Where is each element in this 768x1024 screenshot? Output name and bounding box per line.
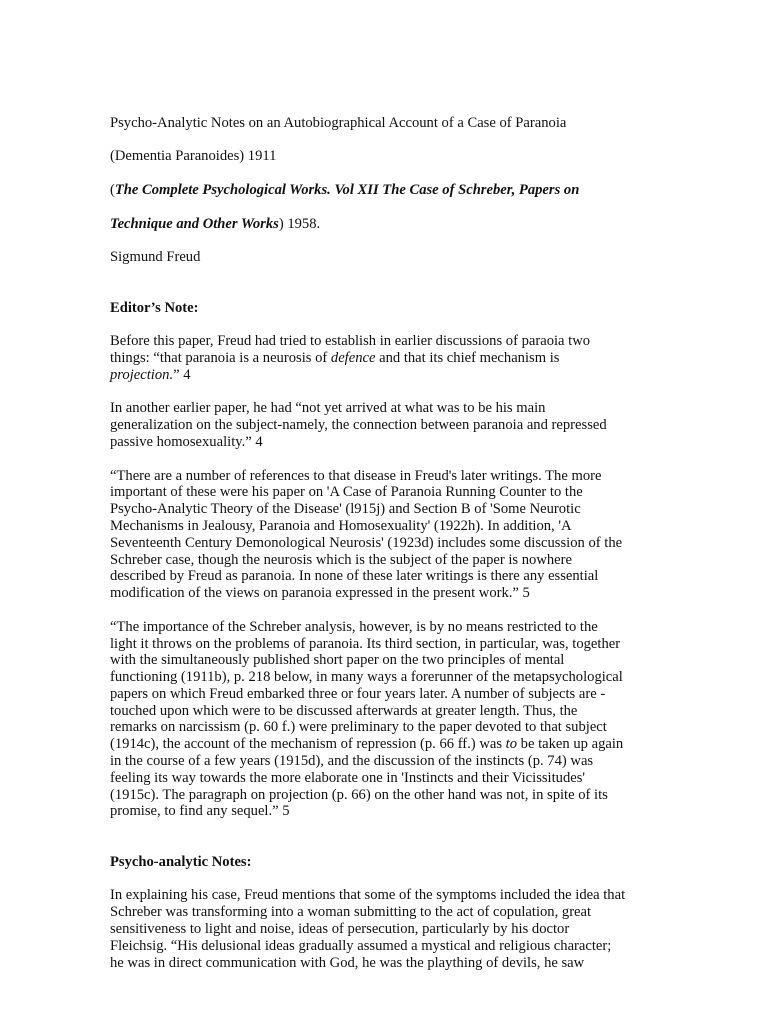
p1-emphasis-defence: defence: [330, 349, 376, 366]
title-line-2: (Dementia Paranoides) 1911: [110, 148, 277, 165]
paragraph-3: “There are a number of references to that disease in Freud's later writings. The more important of these were his paper on 'A Case of Paranoia Running Counter to the Psycho-Analytic Theory of the Disease' (l915j) and Section B of 'Some Neurotic Mechanisms in Jealousy, Paranoia and Homosexuality' (1922h). In addition, 'A Seventeenth Century Demonological Neurosis' (1923d) includes some discussion of the Schreber case, though the neurosis which is the subject of the paper is nowhere described by Freud as paranoia. In none of these later writings is there any essential modification of the views on paranoia expressed in the present work.” 5: [110, 467, 623, 602]
psycho-notes-heading: Psycho-analytic Notes:: [110, 853, 252, 870]
title-line-1: Psycho-Analytic Notes on an Autobiographical Account of a Case of Paranoia: [110, 114, 567, 131]
source-open-paren: (: [110, 181, 115, 198]
p4-text-a: “The importance of the Schreber analysis, however, is by no means restricted to the light it throws on the problems of paranoia. Its third section, in particular, was, together with the simultaneously published short paper on the two principles of mental functioning (1911b), p. 218 below, in many ways a forerunner of the metapsychological papers on which Freud embarked three or four years later. A number of subjects are - touched upon which were to be discussed afterwards at greater length. Thus, the remarks on narcissism (p. 60 f.) were preliminary to the paper devoted to that subject (1914c), the account of the mechanism of repression (p. 66 ff.) was: [110, 618, 623, 753]
p1-emphasis-projection: projection.: [110, 366, 174, 383]
p4-text-b: be taken up again in the course of a few years (1915d), and the discussion of the instincts (p. 74) was feeling its way towards the more elaborate one in 'Instincts and their Vicissitudes' (1915c). The paragraph on projection (p. 66) on the other hand was not, in spite of its promise, to find any sequel.” 5: [110, 736, 624, 820]
source-title-line-2: Technique and Other Works: [110, 215, 279, 232]
paragraph-1: [110, 333, 708, 383]
editors-note-heading: Editor’s Note:: [110, 299, 199, 316]
p1-text-a: Before this paper, Freud had tried to establish in earlier discussions of paraoia two things: “that paranoia is a neurosis of: [110, 333, 591, 366]
document-title: [110, 98, 708, 232]
p1-text-c: ” 4: [173, 366, 191, 383]
paragraph-4: [110, 619, 708, 821]
paragraph-2: In another earlier paper, he had “not yet arrived at what was to be his main generalization on the subject-namely, the connection between paranoia and repressed passive homosexuality.” 4: [110, 400, 607, 450]
paragraph-5: In explaining his case, Freud mentions that some of the symptoms included the idea that Schreber was transforming into a woman submitting to the act of copulation, great sensitiveness to light and noise, ideas of persecution, particularly by his doctor Fleichsig. “His delusional ideas gradually assumed a mystical and religious character; he was in direct communication with God, he was the plaything of devils, he saw: [110, 887, 626, 971]
source-year: ) 1958.: [278, 215, 321, 232]
author-name: Sigmund Freud: [110, 249, 201, 266]
p1-text-b: and that its chief mechanism is: [379, 349, 560, 366]
p4-emphasis-to: to: [505, 736, 518, 753]
source-title-line-1: The Complete Psychological Works. Vol XII The Case of Schreber, Papers on: [114, 181, 580, 198]
